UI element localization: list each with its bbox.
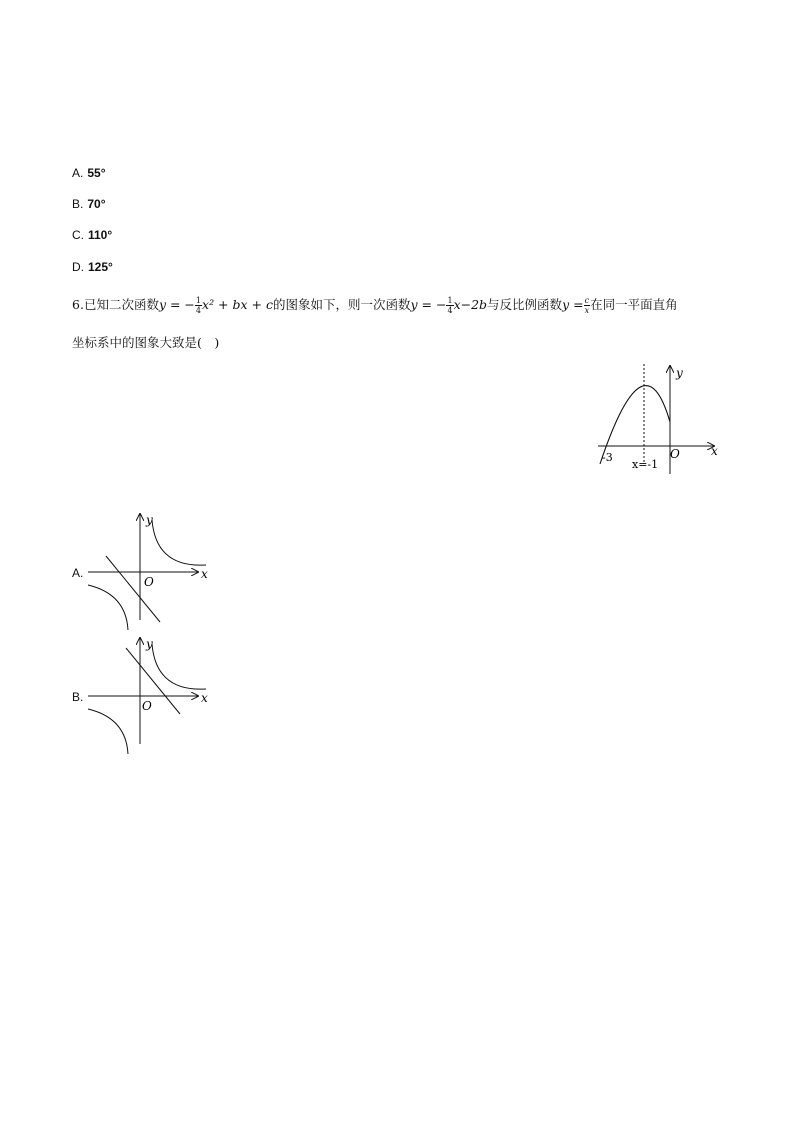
linear-tail: x−2b [453,297,488,312]
option-value: 55° [87,166,106,180]
option-value: 70° [87,197,106,211]
question-number: 6. [72,297,84,312]
option-c [72,228,112,242]
option-d [72,260,113,274]
option-letter: B. [72,197,84,211]
fraction-quarter-1 [195,296,202,315]
frac-num: 1 [447,296,453,305]
stem-text-3: 与反比例函数 [487,297,563,312]
hyperbola-branch-upper [152,644,206,689]
stem-text-5: 坐标系中的图象大致是( ) [72,335,220,350]
symmetry-label: x=-1 [632,458,659,471]
parabola-figure [594,360,724,478]
x-axis-label: x [201,567,208,581]
y-axis-label: y [146,637,153,651]
question-6-line2 [72,333,219,351]
choice-b-label: B. [72,690,84,704]
choice-b-figure[interactable] [86,634,216,758]
fraction-quarter-2 [446,296,453,315]
choice-a-label: A. [72,566,84,580]
option-value: 110° [88,228,113,242]
stem-text-1: 已知二次函数 [83,297,159,312]
x-axis-label: x [711,444,718,458]
linear-y-eq: y = − [410,297,447,312]
origin-label: O [142,699,152,713]
inverse-y-eq: y = [562,297,584,312]
y-axis-label: y [146,513,153,527]
quad-y-eq: y = − [158,297,195,312]
frac-den: x [584,306,590,315]
option-value: 125° [88,260,113,274]
hyperbola-branch-upper [152,520,206,565]
root-label: -3 [602,451,613,464]
origin-label: O [670,447,680,461]
y-axis-label: y [676,366,683,380]
quad-tail: x² + bx + c [202,297,273,312]
stem-text-4: 在同一平面直角 [590,297,678,312]
option-letter: D. [72,260,84,274]
option-a [72,166,106,180]
option-letter: C. [72,228,84,242]
question-6-line1 [72,295,678,315]
choice-a-figure[interactable] [86,510,216,634]
frac-num: c [584,296,590,305]
frac-den: 4 [447,306,453,315]
stem-text-2: 的图象如下，则一次函数 [272,297,411,312]
origin-label: O [144,575,154,589]
option-letter: A. [72,166,84,180]
frac-num: 1 [195,296,202,305]
linear-graph [126,648,180,714]
option-b [72,197,106,211]
x-axis-label: x [201,691,208,705]
hyperbola-branch-lower [88,585,128,630]
linear-graph [106,556,160,622]
hyperbola-branch-lower [88,709,128,754]
frac-den: 4 [195,306,202,315]
